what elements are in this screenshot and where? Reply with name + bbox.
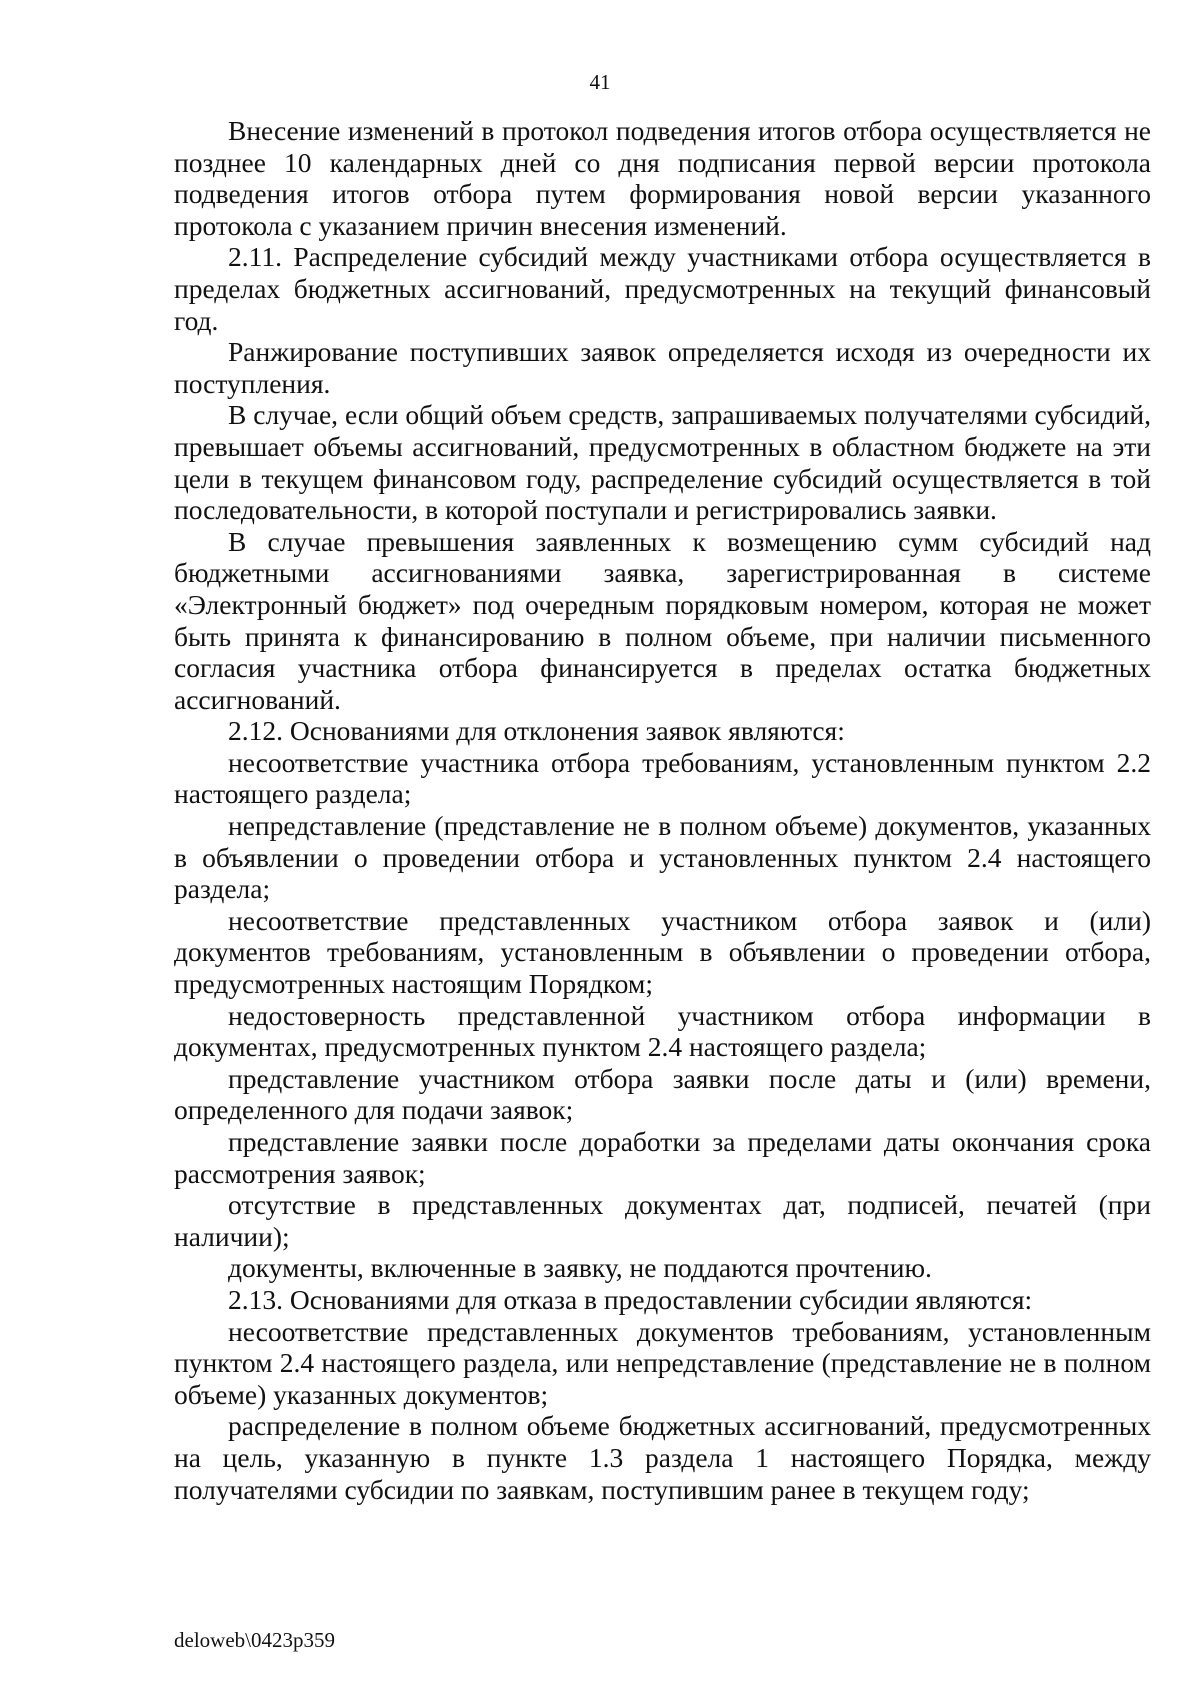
paragraph-2-12: 2.12. Основаниями для отклонения заявок являются: (228, 715, 845, 747)
list-item-rejection-6: представление заявки после доработки за пределами даты окончания срока рассмотрения заявок; (174, 1126, 1151, 1189)
list-item-rejection-8: документы, включенные в заявку, не поддаются прочтению. (228, 1252, 932, 1284)
list-item-refusal-2: распределение в полном объеме бюджетных ассигнований, предусмотренных на цель, указанную в пункте 1.3 раздела 1 настоящего Порядка, между получателями субсидии по заявкам, поступившим ранее в текущем году; (174, 1410, 1151, 1505)
list-item-rejection-7: отсутствие в представленных документах дат, подписей, печатей (при наличии); (174, 1189, 1151, 1252)
paragraph-2-11: 2.11. Распределение субсидий между участниками отбора осуществляется в пределах бюджетных ассигнований, предусмотренных на текущий финансовый год. (174, 241, 1151, 336)
list-item-rejection-2: непредставление (представление не в полном объеме) документов, указанных в объявлении о проведении отбора и установленных пунктом 2.4 настоящего раздела; (174, 810, 1151, 905)
list-item-rejection-4: недостоверность представленной участником отбора информации в документах, предусмотренных пунктом 2.4 настоящего раздела; (174, 999, 1151, 1063)
list-item-rejection-5: представление участником отбора заявки после даты и (или) времени, определенного для подачи заявок; (174, 1062, 1151, 1126)
list-item-rejection-1: несоответствие участника отбора требованиям, установленным пунктом 2.2 настоящего раздела; (174, 746, 1151, 810)
paragraph-excess-volume: В случае, если общий объем средств, запрашиваемых получателями субсидий, превышает объемы ассигнований, предусмотренных в областном бюджете на эти цели в текущем финансовом году, распределение субсидий осуществляется в той последовательности, в которой поступали и регистрировались заявки. (174, 399, 1151, 526)
paragraph-ranking: Ранжирование поступивших заявок определяется исходя из очередности их поступления. (174, 336, 1151, 399)
document-footer-code: deloweb\0423p359 (174, 1628, 335, 1652)
page-number: 41 (589, 70, 611, 94)
list-item-refusal-1: несоответствие представленных документов требованиям, установленным пунктом 2.4 настоящего раздела, или непредставление (представление не в полном объеме) указанных документов; (174, 1315, 1151, 1410)
paragraph-excess-claims: В случае превышения заявленных к возмещению сумм субсидий над бюджетными ассигнованиями заявка, зарегистрированная в системе «Электронный бюджет» под очередным порядковым номером, которая не может быть принята к финансированию в полном объеме, при наличии письменного согласия участника отбора финансируется в пределах остатка бюджетных ассигнований. (174, 525, 1151, 715)
paragraph-protocol-changes: Внесение изменений в протокол подведения итогов отбора осуществляется не позднее 10 календарных дней со дня подписания первой версии протокола подведения итогов отбора путем формирования новой версии указанного протокола с указанием причин внесения изменений. (174, 115, 1151, 241)
document-body (174, 115, 1151, 1505)
paragraph-2-13: 2.13. Основаниями для отказа в предоставлении субсидии являются: (228, 1283, 1033, 1315)
list-item-rejection-3: несоответствие представленных участником отбора заявок и (или) документов требованиям, установленным в объявлении о проведении отбора, предусмотренных настоящим Порядком; (174, 904, 1151, 1000)
